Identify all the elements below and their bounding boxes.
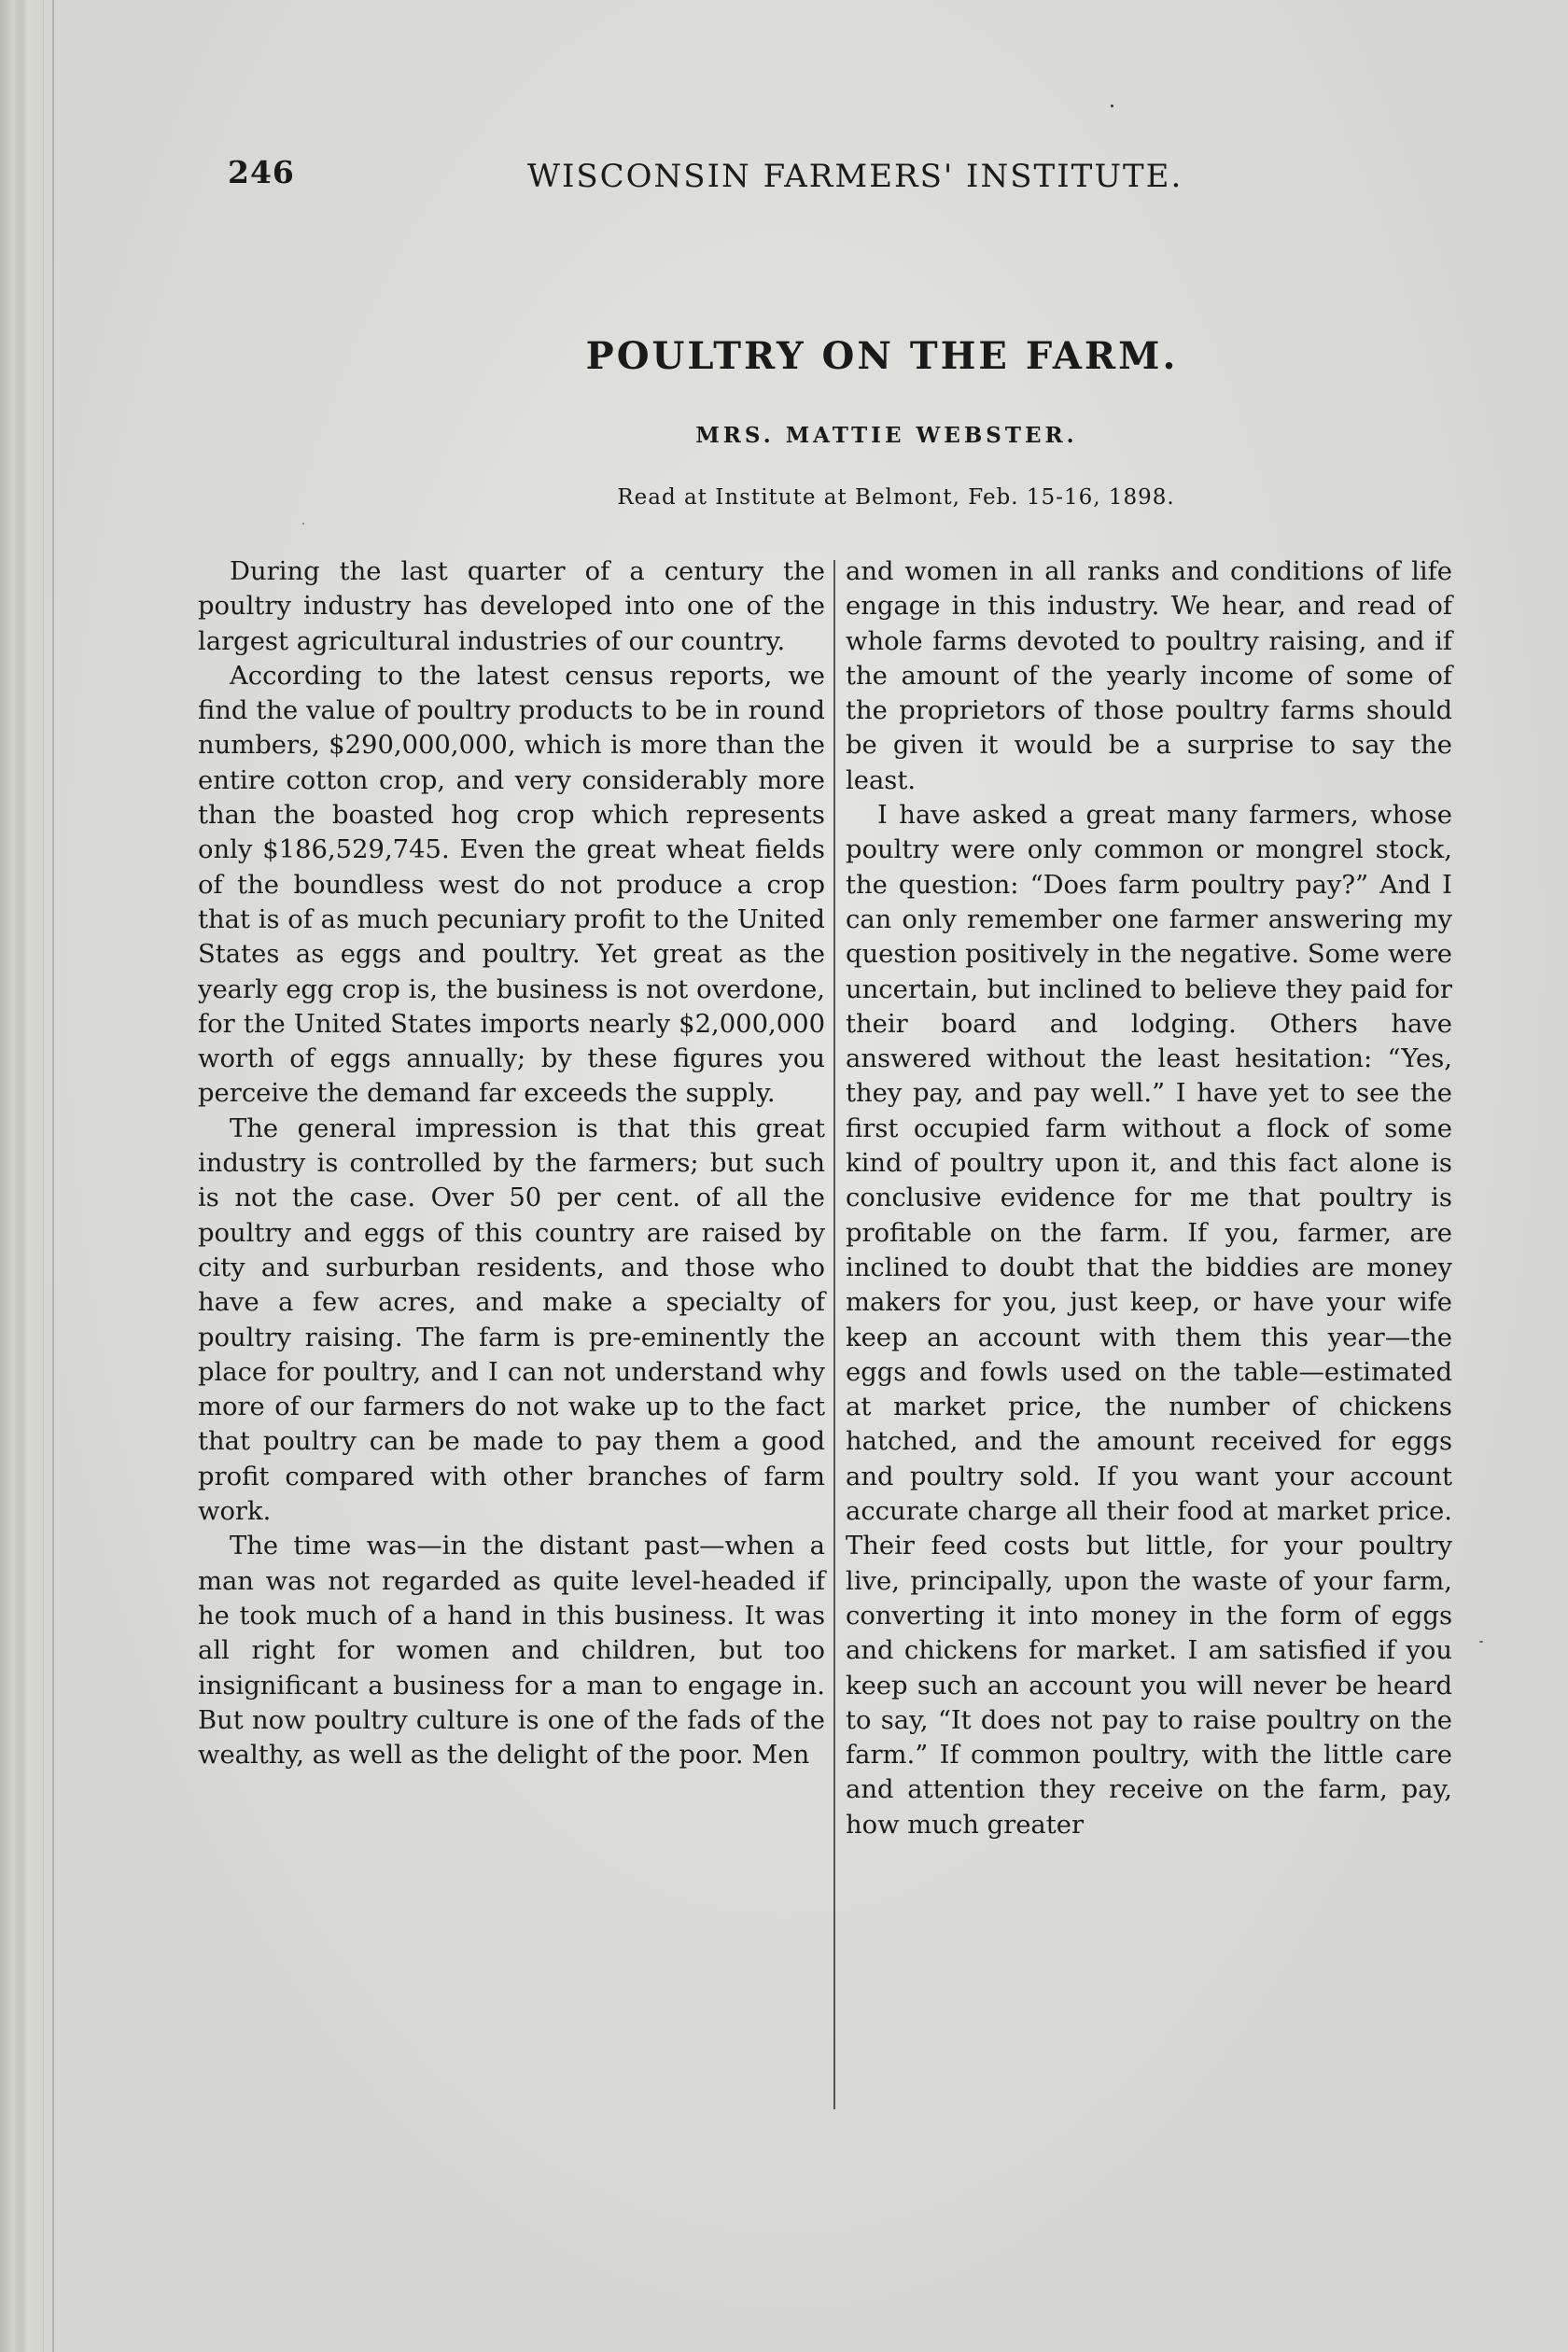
left-column (198, 554, 825, 1772)
article-author: MRS. MATTIE WEBSTER. (695, 423, 1078, 448)
paragraph-continuation: and women in all ranks and conditions of life engage in this industry. We hear, and read of whole farms devoted to poultry raising, and if the amount of the yearly income of some of the proprietors of those poultry farms should be given it would be a surprise to say the least. (846, 557, 1452, 795)
paragraph: According to the latest census reports, we find the value of poultry products to be in round numbers, $290,000,000, which is more than the entire cotton crop, and very considerably more than the boasted hog crop which represents only $186,529,745. Even the great wheat fields of the boundless west do not produce a crop that is of as much pecuniary profit to the United States as eggs and poultry. Yet great as the yearly egg crop is, the business is not overdone, for the United States imports nearly $2,000,000 worth of eggs annually; by these figures you perceive the demand far exceeds the supply. (198, 661, 825, 1109)
scan-speck (1111, 105, 1113, 107)
paragraph: The general impression is that this great industry is controlled by the farmers; but such is not the case. Over 50 per cent. of all the poultry and eggs of this country are raised by city and surburban residents, and those who have a few acres, and make a specialty of poultry raising. The farm is pre-eminently the place for poultry, and I can not understand why more of our farmers do not wake up to the fact that poultry can be made to pay them a good profit compared with other branches of farm work. (198, 1113, 825, 1527)
paragraph: The time was—in the distant past—when a man was not regarded as quite level-headed if he took much of a hand in this business. It was all right for women and children, but too insignificant a business for a man to engage in. But now poultry culture is one of the fads of the wealthy, as well as the delight of the poor. Men (198, 1532, 825, 1771)
scan-speck (1479, 1641, 1483, 1643)
running-head (0, 154, 1568, 210)
paragraph: I have asked a great many farmers, whose poultry were only common or mongrel stock, the question: “Does farm poultry pay?” And I can only remember one farmer answering my question positively in the negative. Some were uncertain, but inclined to believe they paid for their board and lodging. Others have answered without the least hesitation: “Yes, they pay, and pay well.” I have yet to see the first occupied farm without a flock of some kind of poultry upon it, and this fact alone is conclusive evidence for me that poultry is profitable on the farm. If you, farmer, are inclined to doubt that the biddies are money makers for you, just keep, or have your wife keep an account with them this year—the eggs and fowls used on the table—estimated at market price, the number of chickens hatched, and the amount received for eggs and poultry sold. If you want your account accurate charge all their food at market price. Their feed costs but little, for your poultry live, principally, upon the waste of your farm, converting it into money in the form of eggs and chickens for market. I am satisfied if you keep such an account you will never be heard to say, “It does not pay to raise poultry on the farm.” If common poultry, with the little care and attention they receive on the farm, pay, how much greater (846, 801, 1452, 1840)
column-rule (833, 560, 835, 2109)
article-dateline: Read at Institute at Belmont, Feb. 15-16, 1898. (617, 485, 1175, 510)
right-column (846, 554, 1452, 1842)
paragraph: During the last quarter of a century the poultry industry has developed into one of the largest agricultural industries of our country. (198, 557, 825, 656)
scan-speck (302, 523, 304, 525)
page-number: 246 (228, 154, 295, 190)
journal-title: WISCONSIN FARMERS' INSTITUTE. (527, 158, 1183, 195)
article-title: POULTRY ON THE FARM. (585, 334, 1179, 378)
